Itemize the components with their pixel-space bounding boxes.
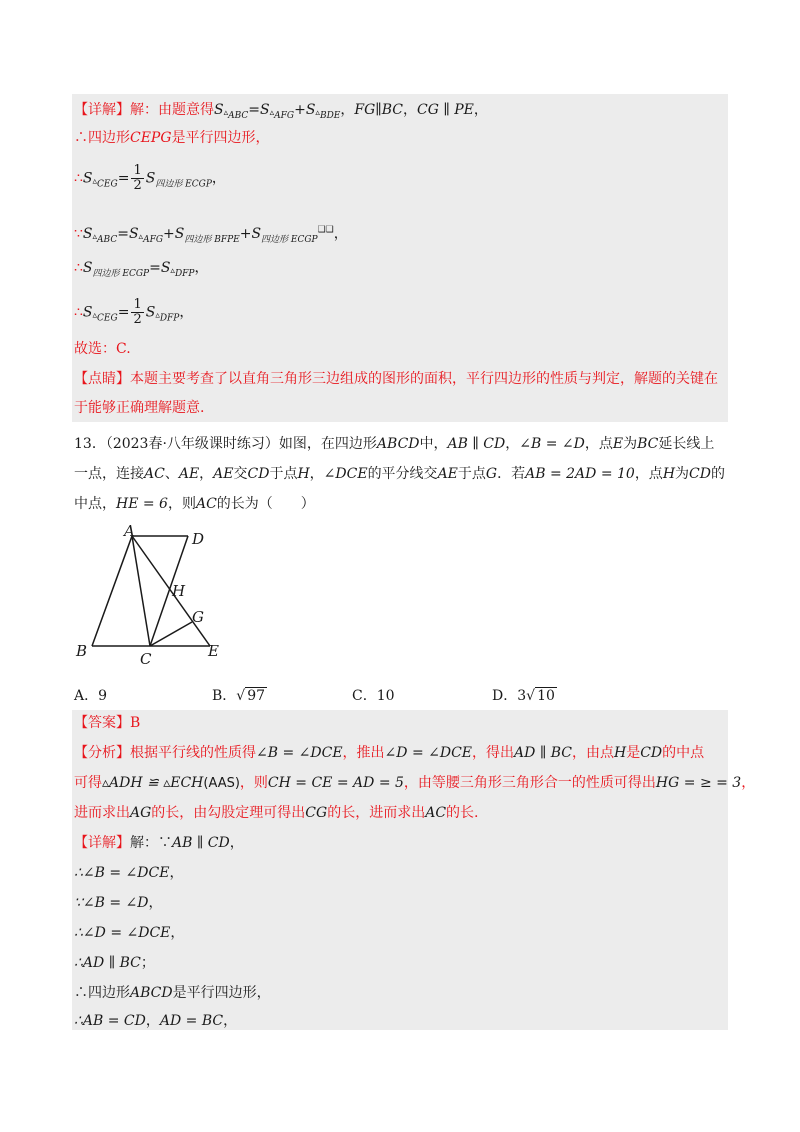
text-fragment: 、 [164, 466, 179, 482]
text-fragment: ▵ [223, 108, 229, 118]
option-a[interactable]: A．9 [74, 688, 108, 704]
text-fragment: AE [178, 466, 200, 482]
text-fragment: ▵ [92, 176, 98, 187]
detail2-line-1 [74, 833, 244, 853]
text-fragment: AE [213, 466, 234, 482]
text-fragment: H [297, 466, 310, 482]
text-fragment: ， [333, 226, 348, 242]
text-fragment: 中， [419, 436, 448, 452]
detail-line-1 [74, 100, 488, 126]
text-fragment: 一点，连接 [74, 466, 144, 482]
text-fragment: = [248, 102, 261, 118]
text-fragment: ， [741, 775, 756, 791]
text-fragment: BDE [319, 111, 341, 121]
text-fragment: + [294, 102, 306, 118]
text-fragment: + [239, 226, 252, 242]
label-A: A [124, 522, 135, 540]
segment-AE [132, 536, 210, 646]
geometry-figure [70, 522, 260, 670]
detail2-line-5 [74, 953, 155, 973]
text-fragment: DFP [159, 313, 180, 324]
text-fragment: 四边形 ECGP [155, 179, 212, 190]
text-fragment: 中点， [74, 496, 116, 512]
text-fragment: E [612, 436, 624, 452]
detail2-line-2 [74, 863, 183, 883]
text-fragment: = [117, 226, 129, 242]
text-fragment: AFG [274, 111, 295, 121]
label-H: H [172, 582, 186, 600]
text-fragment: AE [437, 466, 458, 482]
text-fragment: S [82, 226, 93, 242]
text-fragment: 【点睛】 [74, 371, 130, 387]
text-fragment: ，点 [634, 466, 663, 482]
text-fragment: ， [199, 466, 214, 482]
text-fragment: 四边形 BFPE [184, 235, 240, 245]
text-fragment: S [82, 304, 93, 321]
text-fragment: ， [170, 925, 185, 941]
text-fragment: ， [229, 835, 244, 851]
text-fragment: ∴ [74, 304, 83, 321]
text-fragment: ∴AD ∥ BC [74, 955, 141, 971]
text-fragment: ∠D = ∠DCE [384, 745, 473, 761]
text-fragment: BC [637, 436, 659, 452]
comment-line-1 [74, 369, 718, 389]
text-fragment: DFP [174, 269, 195, 279]
text-fragment: H [614, 745, 627, 761]
detail2-line-7 [74, 1011, 237, 1031]
text-fragment: ∴四边形 [74, 130, 130, 146]
text-fragment: 四边形 ECGP [261, 235, 318, 245]
text-fragment: AB = 2AD = 10 [525, 466, 635, 482]
text-fragment: ▵ [92, 232, 98, 242]
text-fragment: 的长. [446, 805, 479, 821]
text-fragment: CG [305, 805, 328, 821]
text-fragment: S [82, 170, 93, 187]
answer-line [74, 713, 140, 733]
text-fragment: S [260, 102, 270, 118]
text-fragment: √ [526, 688, 536, 704]
text-fragment: B． [212, 688, 237, 704]
text-fragment: ▵ [138, 232, 144, 242]
text-fragment: 延长线上 [658, 436, 715, 452]
text-fragment: S [82, 260, 93, 276]
text-fragment: CEG [97, 313, 118, 324]
text-fragment: ， [505, 436, 520, 452]
text-fragment: + [163, 226, 175, 242]
text-fragment: ， [340, 102, 355, 118]
detail-line-4 [74, 220, 348, 250]
text-fragment: 是平行四边形， [171, 130, 270, 146]
text-fragment: ，由等腰三角形三角形合一的性质可得出 [403, 775, 656, 791]
fraction-half [131, 298, 143, 327]
text-fragment: AD = BC [159, 1013, 224, 1029]
detail-line-3 [74, 164, 226, 195]
text-fragment: ∠B = ∠DCE [256, 745, 343, 761]
text-fragment: AG [130, 805, 152, 821]
analysis-line-3 [74, 803, 478, 823]
text-fragment: S [214, 102, 224, 118]
text-fragment: AFG [143, 235, 164, 245]
text-fragment: D． [492, 688, 518, 704]
segment-AB [92, 536, 132, 646]
text-fragment: ∵∠B = ∠D [74, 895, 149, 911]
text-fragment: ， [402, 102, 417, 118]
text-fragment: 为 [675, 466, 690, 482]
text-fragment: 2 [133, 312, 142, 327]
text-fragment: ▵ [155, 310, 160, 321]
analysis-line-1 [74, 743, 704, 763]
text-fragment: ，推出 [342, 745, 385, 761]
text-fragment: 10 [537, 688, 555, 704]
text-fragment: 解：由题意得 [130, 102, 214, 118]
placeholder-box-icon: ❑❑ [317, 225, 334, 235]
text-fragment: ▵ [170, 266, 175, 276]
text-fragment: H [662, 466, 676, 482]
text-fragment: ∴ [74, 260, 83, 276]
text-fragment: ，点 [584, 436, 613, 452]
text-fragment: ∴四边形 [74, 985, 130, 1001]
text-fragment: S [174, 226, 185, 242]
text-fragment: B [130, 715, 141, 731]
text-fragment: ， [179, 304, 194, 321]
text-fragment: 四边形 ECGP [92, 269, 150, 279]
text-fragment: ， [148, 895, 163, 911]
text-fragment: 【详解】 [74, 835, 130, 851]
label-B: B [76, 642, 88, 660]
text-fragment: S [145, 170, 156, 187]
text-fragment: CEPG [130, 130, 172, 146]
text-fragment: 3 [517, 688, 527, 704]
text-fragment: 【答案】 [74, 715, 130, 731]
text-fragment: ∴∠D = ∠DCE [74, 925, 171, 941]
text-fragment: ，得出 [472, 745, 515, 761]
text-fragment: HE = 6 [116, 496, 168, 512]
question-13-line-1 [74, 434, 714, 454]
text-fragment: 的长为（ ） [216, 496, 315, 512]
text-fragment: ， [169, 865, 184, 881]
text-fragment: 的长，进而求出 [327, 805, 426, 821]
question-13-line-3 [74, 494, 315, 514]
text-fragment: ， [473, 102, 488, 118]
text-fragment: ∠DCE [323, 466, 368, 482]
text-fragment: ∴AB = CD [74, 1013, 146, 1029]
text-fragment: ABCD [130, 985, 173, 1001]
text-fragment: HG = ≥ = 3 [655, 775, 742, 791]
detail-line-5 [74, 258, 208, 284]
text-fragment: ABC [228, 111, 249, 121]
comment-line-2: 于能够正确理解题意. [74, 400, 205, 416]
text-fragment: = [117, 304, 130, 321]
segment-AC [132, 536, 150, 646]
text-fragment: ， [223, 1013, 238, 1029]
text-fragment: ， [145, 1013, 160, 1029]
text-fragment: ▵ [269, 108, 275, 118]
text-fragment: 可得 [74, 775, 102, 791]
text-fragment: ∠B = ∠D [519, 436, 585, 452]
text-fragment: AD ∥ BC [514, 745, 572, 761]
label-D: D [192, 530, 205, 548]
text-fragment: 为 [623, 436, 638, 452]
text-fragment: 13．（2023春·八年级课时练习）如图，在四边形 [74, 436, 377, 452]
text-fragment: ∵ [74, 226, 83, 242]
text-fragment: 【分析】 [74, 745, 130, 761]
text-fragment: S [128, 226, 139, 242]
text-fragment: 是 [626, 745, 641, 761]
analysis-line-2 [74, 773, 755, 794]
text-fragment: 本题主要考查了以直角三角形三边组成的图形的面积，平行四边形的性质与判定，解题的关键在 [130, 371, 718, 387]
text-fragment: CG ∥ PE [416, 102, 474, 118]
text-fragment: = [149, 260, 161, 276]
text-fragment: CD [640, 745, 663, 761]
text-fragment: ， [309, 466, 324, 482]
detail2-line-3 [74, 893, 163, 913]
question-13-line-2 [74, 464, 725, 484]
text-fragment: CD [689, 466, 711, 482]
text-fragment: 进而求出 [74, 805, 130, 821]
text-fragment: AC [144, 466, 165, 482]
text-fragment: ，由点 [572, 745, 614, 761]
text-fragment: 的中点 [662, 745, 705, 761]
text-fragment: 的长，由勾股定理可得出 [151, 805, 306, 821]
text-fragment: (AAS) [203, 776, 240, 791]
text-fragment: ．若 [497, 466, 526, 482]
text-fragment: AB ∥ CD [172, 835, 230, 851]
detail2-line-6 [74, 983, 271, 1003]
text-fragment: 97 [247, 688, 266, 704]
text-fragment: ， [211, 170, 226, 187]
detail2-line-4 [74, 923, 184, 943]
text-fragment: CH = CE = AD = 5 [267, 775, 404, 791]
text-fragment: ∴∠B = ∠DCE [74, 865, 170, 881]
text-fragment: 解：∵ [130, 835, 172, 851]
label-G: G [192, 608, 204, 626]
text-fragment: 于点 [457, 466, 486, 482]
text-fragment: 于点 [269, 466, 298, 482]
detail-answer: 故选：C. [74, 341, 131, 357]
detail-line-6 [74, 298, 193, 329]
text-fragment: CEG [97, 179, 118, 190]
text-fragment: 交 [233, 466, 248, 482]
text-fragment: 1 [133, 163, 142, 178]
text-fragment: ▵ [315, 108, 320, 118]
text-fragment: S [251, 226, 262, 242]
text-fragment: CD [247, 466, 270, 482]
text-fragment: 是平行四边形， [172, 985, 271, 1001]
text-fragment: G [485, 466, 498, 482]
text-fragment: ABC [97, 235, 118, 245]
option-b[interactable] [212, 685, 267, 705]
text-fragment: AB ∥ CD [447, 436, 506, 452]
label-E: E [208, 642, 219, 660]
text-fragment: S [145, 304, 156, 321]
label-C: C [140, 650, 152, 668]
detail-line-2 [74, 128, 270, 148]
text-fragment: FG∥BC [354, 102, 403, 118]
text-fragment: ▵ADH ≌ ▵ECH [102, 775, 204, 791]
text-fragment: ，则 [239, 775, 268, 791]
text-fragment: 的 [710, 466, 725, 482]
option-d[interactable] [492, 685, 557, 705]
text-fragment: 的平分线交 [367, 466, 438, 482]
text-fragment: 2 [133, 178, 142, 193]
text-fragment: AC [425, 805, 447, 821]
option-c[interactable]: C．10 [352, 688, 395, 704]
text-fragment: 根据平行线的性质得 [130, 745, 256, 761]
text-fragment: √ [236, 688, 246, 704]
text-fragment: 1 [133, 297, 142, 312]
text-fragment: ， [194, 260, 209, 276]
detail-tag: 【详解】 [74, 102, 130, 118]
text-fragment: = [117, 170, 130, 187]
text-fragment: ； [140, 955, 155, 971]
text-fragment: ∴ [74, 170, 83, 187]
text-fragment: ▵ [92, 310, 98, 321]
fraction-half [131, 164, 143, 193]
text-fragment: ，则 [167, 496, 196, 512]
text-fragment: S [305, 102, 316, 118]
text-fragment: AC [195, 496, 217, 512]
text-fragment: ABCD [376, 436, 420, 452]
text-fragment: S [160, 260, 171, 276]
